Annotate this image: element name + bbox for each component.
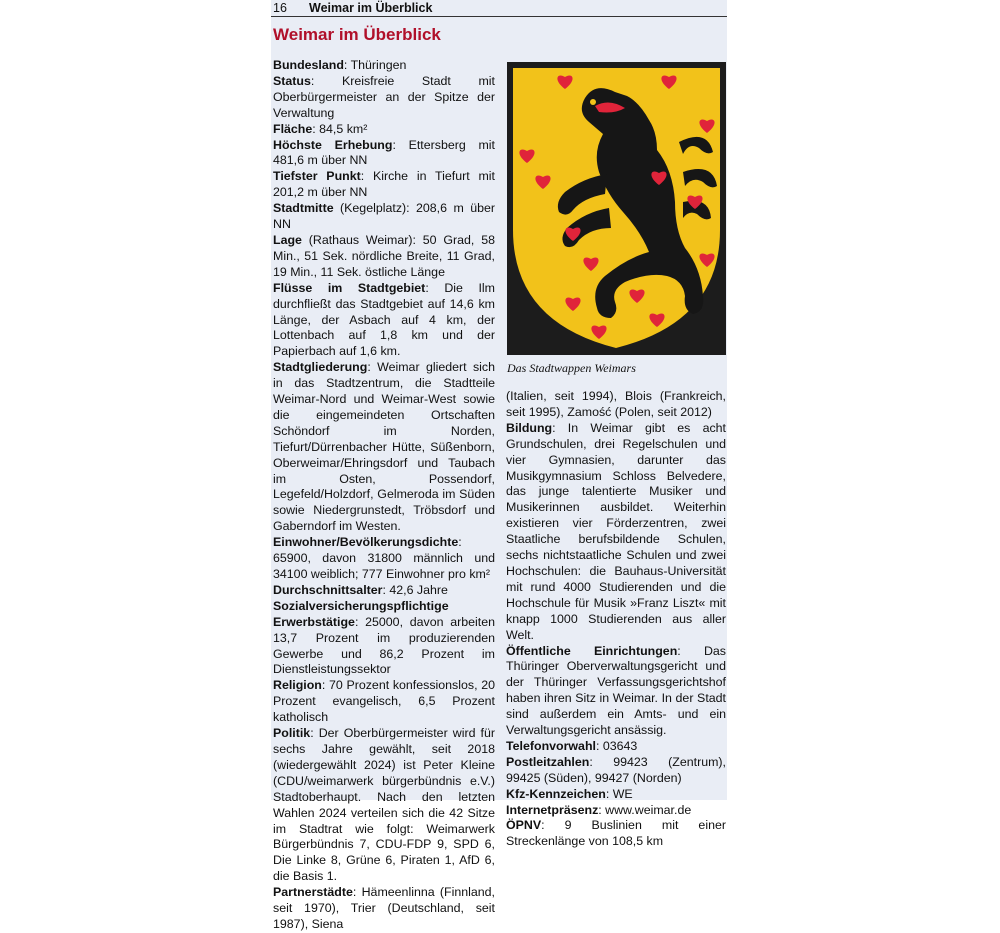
section-title: Weimar im Überblick [273, 25, 441, 44]
fact-text: (Rathaus Weimar): 50 Grad, 58 Min., 51 Sek. nördliche Breite, 11 Grad, 19 Min., 11 Sek. östliche Länge [273, 232, 495, 279]
fact-entry [273, 535, 495, 583]
fact-label: Tiefster Punkt [273, 169, 361, 184]
fact-entry [273, 599, 495, 679]
fact-entry [506, 389, 726, 421]
left-column [273, 58, 495, 933]
fact-text: : Ettersberg mit 481,6 m über NN [273, 137, 495, 168]
fact-label: Religion [273, 678, 322, 693]
fact-entry [506, 755, 726, 787]
fact-text: : 70 Prozent konfessionslos, 20 Prozent evangelisch, 6,5 Prozent katholisch [273, 678, 495, 725]
fact-entry [506, 803, 726, 819]
fact-label: Politik [273, 726, 311, 741]
fact-entry [506, 787, 726, 803]
running-header [271, 0, 727, 17]
fact-label: Flüsse im Stadtgebiet [273, 280, 426, 295]
fact-entry [506, 644, 726, 739]
fact-entry [506, 818, 726, 850]
fact-text: : WE [605, 786, 633, 801]
fact-entry [273, 583, 495, 599]
fact-entry [273, 726, 495, 885]
fact-text: : 99423 (Zentrum), 99425 (Süden), 99427 (Norden) [506, 754, 726, 785]
fact-text: : Weimar gliedert sich in das Stadtzentrum, die Stadtteile Weimar-Nord und Weimar-West sowie die eingemeindeten Ortschaften Schöndorf im Norden, Tiefurt/Dürrenbacher Hütte, Süßenborn, Oberweimar/Ehringsdorf und Taubach im Osten, Possendorf, Legefeld/Holzdorf, Gelmeroda im Süden sowie Niedergrunstedt, Tröbsdorf und Gaberndorf im Westen. [273, 360, 495, 534]
fact-text: : Die Ilm durchfließt das Stadtgebiet auf 14,6 km Länge, der Asbach auf 4 km, der Lottenbach auf 1,8 km und der Papierbach auf 1,6 km. [273, 280, 495, 359]
fact-label: ÖPNV [506, 818, 542, 833]
fact-entry [273, 678, 495, 726]
coat-of-arms-svg [507, 62, 726, 355]
fact-entry [273, 360, 495, 535]
fact-label: Partnerstädte [273, 885, 353, 900]
running-title: Weimar im Überblick [309, 1, 433, 15]
fact-label: Durchschnittsalter [273, 582, 383, 597]
fact-label: Postleitzahlen [506, 754, 590, 769]
fact-entry [273, 233, 495, 281]
fact-entry [273, 169, 495, 201]
fact-entry [273, 122, 495, 138]
coat-of-arms-image [507, 62, 726, 355]
fact-label: Höchste Erhebung [273, 137, 393, 152]
fact-label: Stadtgliederung [273, 360, 368, 375]
fact-text: : 03643 [595, 738, 638, 753]
fact-label: Status [273, 73, 311, 88]
fact-label: Lage [273, 232, 302, 247]
fact-text: : Thüringen [343, 58, 407, 72]
fact-label: Öffentliche Einrichtungen [506, 643, 678, 658]
fact-entry [506, 421, 726, 644]
fact-label: Telefonvorwahl [506, 738, 596, 753]
fact-text: : Kreisfreie Stadt mit Oberbürgermeister an der Spitze der Verwaltung [273, 73, 495, 120]
fact-text: : Kirche in Tiefurt mit 201,2 m über NN [273, 169, 495, 200]
fact-text: (Kegelplatz): 208,6 m über NN [273, 201, 495, 232]
fact-label: Sozialversicherungspflichtige Erwerbstätige [273, 598, 449, 629]
fact-entry [273, 138, 495, 170]
fact-text: : 84,5 km² [312, 121, 368, 136]
fact-text: : Der Oberbürgermeister wird für sechs Jahre gewählt, seit 2018 (wiedergewählt 2024) ist Peter Kleine (CDU/weimarwerk bürgerbündnis e.V.) Stadtoberhaupt. Nach den letzten Wahlen 2024 verteilen sich die 42 Sitze im Stadtrat wie folgt: Weimarwerk Bürgerbündnis 7, CDU-FDP 9, SPD 6, Die Linke 8, Grüne 6, Piraten 1, AfD 6, die Basis 1. [273, 726, 495, 884]
fact-text: : 25000, davon arbeiten 13,7 Prozent im produzierenden Gewerbe und 86,2 Prozent im Dienstleistungssektor [273, 614, 495, 677]
page-number: 16 [273, 1, 287, 15]
fact-text: (Italien, seit 1994), Blois (Frankreich, seit 1995), Zamość (Polen, seit 2012) [506, 389, 726, 419]
fact-text: : Das Thüringer Oberverwaltungsgericht und der Thüringer Verfassungsgerichtshof haben ihren Sitz in Weimar. In der Stadt sind außerdem ein Amts- und ein Verwaltungsgericht ansässig. [506, 643, 726, 738]
fact-label: Internetpräsenz [506, 802, 599, 817]
fact-text: : Hämeenlinna (Finnland, seit 1970), Trier (Deutschland, seit 1987), Siena [273, 885, 495, 931]
fact-text: : 42,6 Jahre [382, 582, 448, 597]
image-caption: Das Stadtwappen Weimars [507, 361, 636, 375]
fact-entry [273, 58, 495, 74]
book-page [271, 0, 727, 931]
fact-entry [273, 885, 495, 933]
fact-text: : In Weimar gibt es acht Grundschulen, drei Regelschulen und vier Gymnasien, darunter das Musikgymnasium Schloss Belvedere, das junge talentierte Musiker und Musikerinnen ausbildet. Weiterhin existieren vier Förderzentren, zwei Staatliche berufsbildende Schulen, sechs nichtstaatliche Schulen und zwei Hochschulen: die Bauhaus-Universität mit rund 4000 Studierenden und die Hochschule für Musik »Franz Liszt« mit knapp 1000 Studierenden aus aller Welt. [506, 420, 726, 642]
fact-text: : 9 Buslinien mit einer Streckenlänge von 108,5 km [506, 818, 726, 849]
fact-label: Bildung [506, 420, 553, 435]
fact-label: Bundesland [273, 58, 344, 72]
right-column [506, 389, 726, 850]
fact-text: : 65900, davon 31800 männlich und 34100 weiblich; 777 Einwohner pro km² [273, 535, 495, 581]
fact-entry [273, 201, 495, 233]
fact-label: Kfz-Kennzeichen [506, 786, 606, 801]
fact-label: Fläche [273, 121, 313, 136]
fact-entry [506, 739, 726, 755]
fact-entry [273, 74, 495, 122]
fact-label: Stadtmitte [273, 201, 334, 216]
fact-label: Einwohner/Bevölkerungsdichte [273, 535, 459, 550]
fact-entry [273, 281, 495, 361]
fact-text: : www.weimar.de [598, 802, 692, 817]
